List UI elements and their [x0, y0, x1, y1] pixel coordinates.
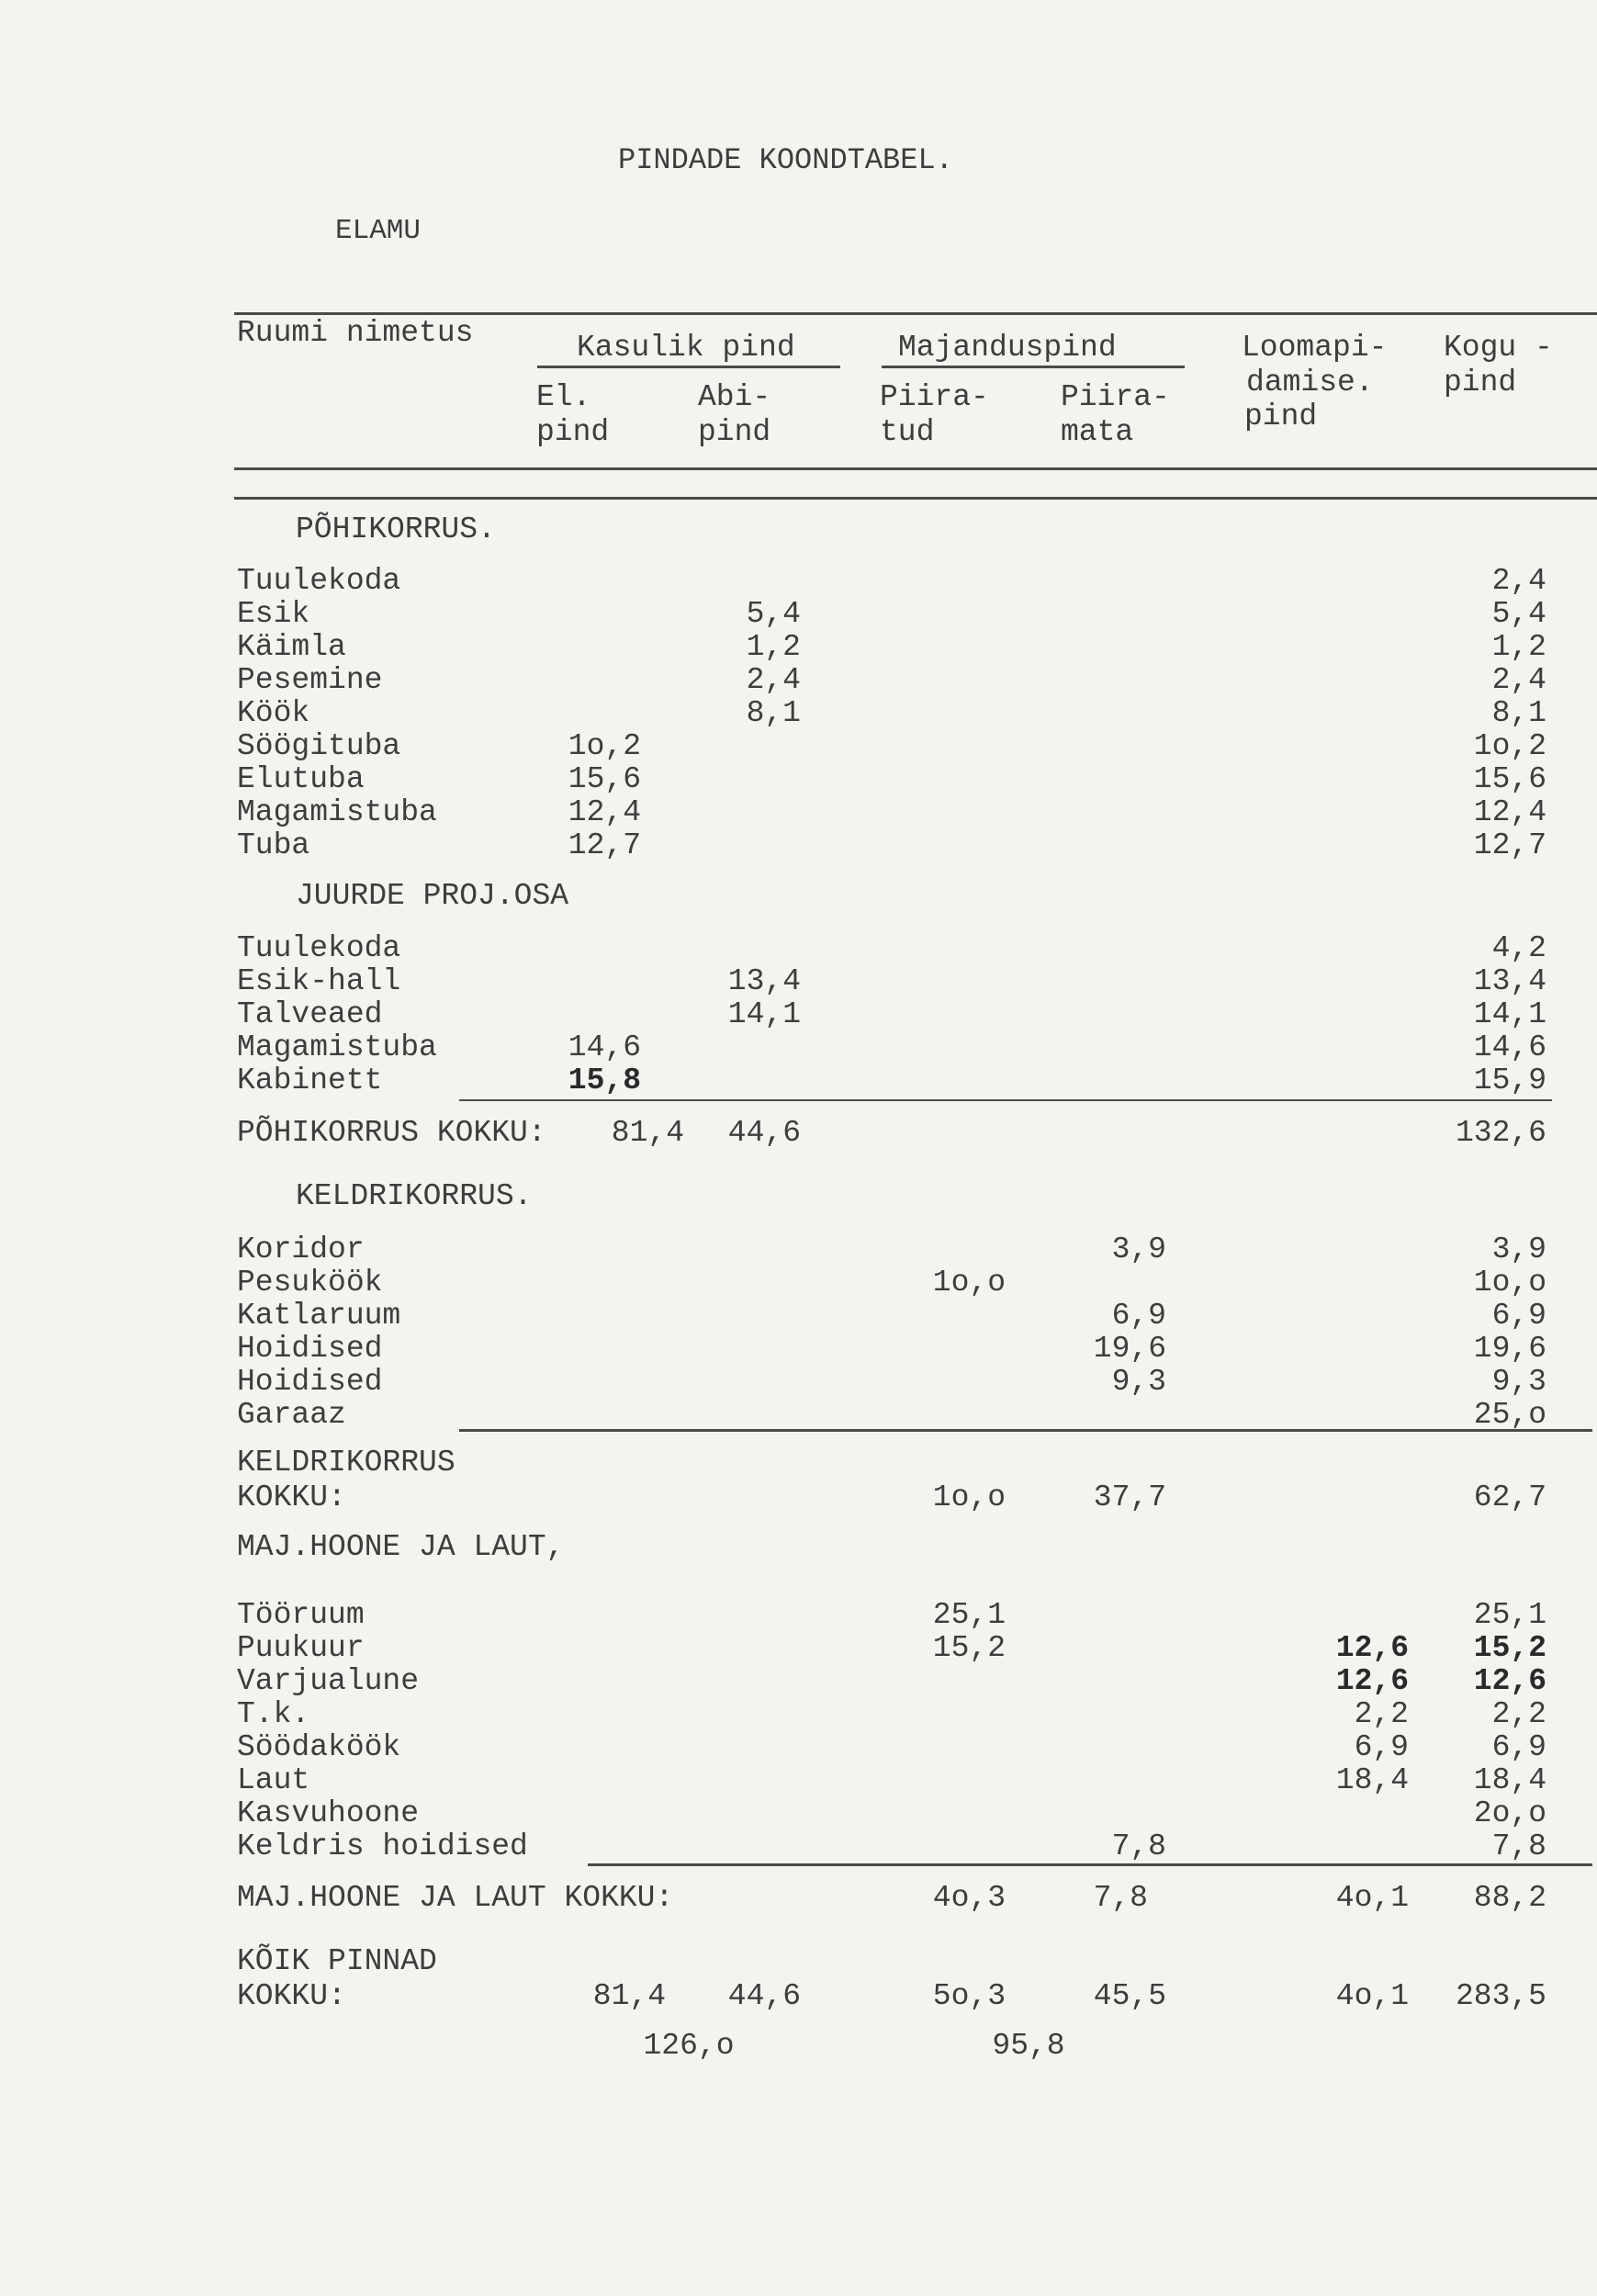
header-piiratud-2: tud: [880, 415, 935, 449]
grand-total-kogu: 283,5: [1455, 1979, 1546, 2013]
row-name: Käimla: [237, 630, 346, 664]
cell-piiramata: 19,6: [1093, 1332, 1166, 1366]
cell-kogu: 19,6: [1473, 1332, 1546, 1366]
cell-kogu: 3,9: [1491, 1232, 1546, 1266]
cell-kogu: 15,9: [1473, 1064, 1546, 1097]
cell-kogu: 13,4: [1473, 964, 1546, 998]
cell-kogu: 5,4: [1491, 597, 1546, 631]
grand-total-piiramata: 45,5: [1093, 1979, 1166, 2013]
cell-el: 15,8: [568, 1064, 641, 1097]
keldrikorrus-total-label-2: KOKKU:: [237, 1480, 346, 1514]
cell-kogu: 12,4: [1473, 795, 1546, 829]
row-name: Tuulekoda: [237, 564, 401, 598]
grand-total-piiratud: 5o,3: [932, 1979, 1006, 2013]
cell-kogu: 15,2: [1473, 1631, 1546, 1665]
grand-total-loom: 4o,1: [1335, 1979, 1409, 2013]
cell-kogu: 6,9: [1491, 1730, 1546, 1764]
cell-abi: 13,4: [727, 964, 801, 998]
cell-el: 14,6: [568, 1030, 641, 1064]
cell-piiratud: 1o,o: [932, 1266, 1006, 1300]
cell-abi: 1,2: [746, 630, 801, 664]
grand-total-label-1: KÕIK PINNAD: [237, 1944, 437, 1978]
header-loom-1: Loomapi-: [1242, 331, 1388, 365]
cell-piiramata: 9,3: [1111, 1365, 1166, 1399]
cell-kogu: 25,1: [1473, 1598, 1546, 1632]
cell-piiramata: 7,8: [1111, 1829, 1166, 1863]
cell-kogu: 18,4: [1473, 1763, 1546, 1797]
row-name: Köök: [237, 696, 310, 730]
cell-kogu: 14,6: [1473, 1030, 1546, 1064]
document-subtitle: ELAMU: [335, 215, 422, 247]
majhoone-total-piiratud: 4o,3: [932, 1881, 1006, 1915]
cell-kogu: 25,o: [1473, 1398, 1546, 1432]
row-name: Laut: [237, 1763, 310, 1797]
cell-kogu: 2o,o: [1473, 1796, 1546, 1830]
header-abi-1: Abi-: [698, 380, 771, 414]
cell-kogu: 12,7: [1473, 828, 1546, 862]
cell-piiratud: 15,2: [932, 1631, 1006, 1665]
header-kogu-1: Kogu -: [1444, 331, 1553, 365]
row-name: Esik: [237, 597, 310, 631]
section-heading-pohikorrus: PÕHIKORRUS.: [296, 512, 496, 546]
row-name: Esik-hall: [237, 964, 401, 998]
pohikorrus-sum-rule: [459, 1099, 1552, 1101]
cell-abi: 2,4: [746, 663, 801, 697]
row-name: Varjualune: [237, 1664, 420, 1698]
cell-kogu: 2,4: [1491, 564, 1546, 598]
row-name: Hoidised: [237, 1365, 383, 1399]
row-name: Elutuba: [237, 762, 365, 796]
cell-kogu: 1,2: [1491, 630, 1546, 664]
cell-kogu: 1o,o: [1473, 1266, 1546, 1300]
section-heading-majhoone: MAJ.HOONE JA LAUT,: [237, 1530, 565, 1564]
header-majanduspind: Majanduspind: [898, 331, 1117, 365]
row-name: Tuulekoda: [237, 931, 401, 965]
majhoone-total-loom: 4o,1: [1335, 1881, 1409, 1915]
pohikorrus-total-label: PÕHIKORRUS KOKKU:: [237, 1116, 546, 1150]
header-majandus-underline: [882, 366, 1185, 368]
cell-kogu: 9,3: [1491, 1365, 1546, 1399]
row-name: Hoidised: [237, 1332, 383, 1366]
header-abi-2: pind: [698, 415, 771, 449]
header-kasulik-pind: Kasulik pind: [577, 331, 795, 365]
row-name: Koridor: [237, 1232, 365, 1266]
cell-kogu: 2,4: [1491, 663, 1546, 697]
row-name: Keldris hoidised: [237, 1829, 528, 1863]
keldrikorrus-sum-rule: [459, 1429, 1592, 1432]
keldrikorrus-total-kogu: 62,7: [1473, 1480, 1546, 1514]
cell-abi: 5,4: [746, 597, 801, 631]
header-ruumi-nimetus: Ruumi nimetus: [237, 316, 474, 350]
cell-kogu: 7,8: [1491, 1829, 1546, 1863]
cell-abi: 8,1: [746, 696, 801, 730]
header-bottom-rule-2: [234, 497, 1597, 500]
row-name: Pesemine: [237, 663, 383, 697]
row-name: Magamistuba: [237, 795, 437, 829]
row-name: Garaaz: [237, 1398, 346, 1432]
header-piiramata-2: mata: [1061, 415, 1134, 449]
pohikorrus-total-el: 81,4: [611, 1116, 684, 1150]
header-kasulik-underline: [537, 366, 840, 368]
header-piiratud-1: Piira-: [880, 380, 989, 414]
cell-kogu: 6,9: [1491, 1299, 1546, 1333]
grand-total-abi: 44,6: [727, 1979, 801, 2013]
row-name: Talveaed: [237, 997, 383, 1031]
majhoone-sum-rule: [588, 1863, 1592, 1866]
row-name: Katlaruum: [237, 1299, 401, 1333]
section-heading-keldrikorrus: KELDRIKORRUS.: [296, 1179, 533, 1213]
pohikorrus-total-kogu: 132,6: [1455, 1116, 1546, 1150]
row-name: Pesuköök: [237, 1266, 383, 1300]
header-el-2: pind: [536, 415, 610, 449]
cell-el: 12,7: [568, 828, 641, 862]
majhoone-total-piiramata: 7,8: [1093, 1881, 1148, 1915]
cell-loom: 12,6: [1335, 1631, 1409, 1665]
cell-piiramata: 6,9: [1111, 1299, 1166, 1333]
cell-piiratud: 25,1: [932, 1598, 1006, 1632]
cell-loom: 6,9: [1354, 1730, 1409, 1764]
row-name: Tööruum: [237, 1598, 365, 1632]
header-kogu-2: pind: [1444, 366, 1517, 400]
document-title: PINDADE KOONDTABEL.: [618, 143, 953, 177]
row-name: Puukuur: [237, 1631, 365, 1665]
row-name: Söögituba: [237, 729, 401, 763]
subtotal-kasulik: 126,o: [643, 2029, 735, 2063]
cell-loom: 18,4: [1335, 1763, 1409, 1797]
row-name: Kasvuhoone: [237, 1796, 420, 1830]
header-piiramata-1: Piira-: [1061, 380, 1170, 414]
header-el-1: El.: [536, 380, 591, 414]
row-name: Magamistuba: [237, 1030, 437, 1064]
keldrikorrus-total-piiramata: 37,7: [1093, 1480, 1166, 1514]
majhoone-total-label: MAJ.HOONE JA LAUT KOKKU:: [237, 1881, 674, 1915]
row-name: Söödaköök: [237, 1730, 401, 1764]
cell-kogu: 12,6: [1473, 1664, 1546, 1698]
cell-el: 1o,2: [568, 729, 641, 763]
cell-loom: 2,2: [1354, 1697, 1409, 1731]
cell-kogu: 14,1: [1473, 997, 1546, 1031]
keldrikorrus-total-label-1: KELDRIKORRUS: [237, 1446, 455, 1480]
cell-kogu: 1o,2: [1473, 729, 1546, 763]
cell-el: 12,4: [568, 795, 641, 829]
cell-kogu: 4,2: [1491, 931, 1546, 965]
row-name: Tuba: [237, 828, 310, 862]
majhoone-total-kogu: 88,2: [1473, 1881, 1546, 1915]
cell-kogu: 8,1: [1491, 696, 1546, 730]
grand-total-el: 81,4: [592, 1979, 666, 2013]
cell-piiramata: 3,9: [1111, 1232, 1166, 1266]
row-name: Kabinett: [237, 1064, 383, 1097]
keldrikorrus-total-piiratud: 1o,o: [932, 1480, 1006, 1514]
row-name: T.k.: [237, 1697, 310, 1731]
pohikorrus-total-abi: 44,6: [727, 1116, 801, 1150]
cell-abi: 14,1: [727, 997, 801, 1031]
header-bottom-rule-1: [234, 467, 1597, 470]
grand-total-label-2: KOKKU:: [237, 1979, 346, 2013]
header-loom-3: pind: [1244, 400, 1318, 433]
header-loom-2: damise.: [1246, 366, 1374, 400]
section-heading-juurde: JUURDE PROJ.OSA: [296, 879, 569, 913]
cell-kogu: 2,2: [1491, 1697, 1546, 1731]
cell-loom: 12,6: [1335, 1664, 1409, 1698]
cell-kogu: 15,6: [1473, 762, 1546, 796]
subtotal-majandus: 95,8: [992, 2029, 1065, 2063]
header-top-rule: [234, 312, 1597, 315]
cell-el: 15,6: [568, 762, 641, 796]
